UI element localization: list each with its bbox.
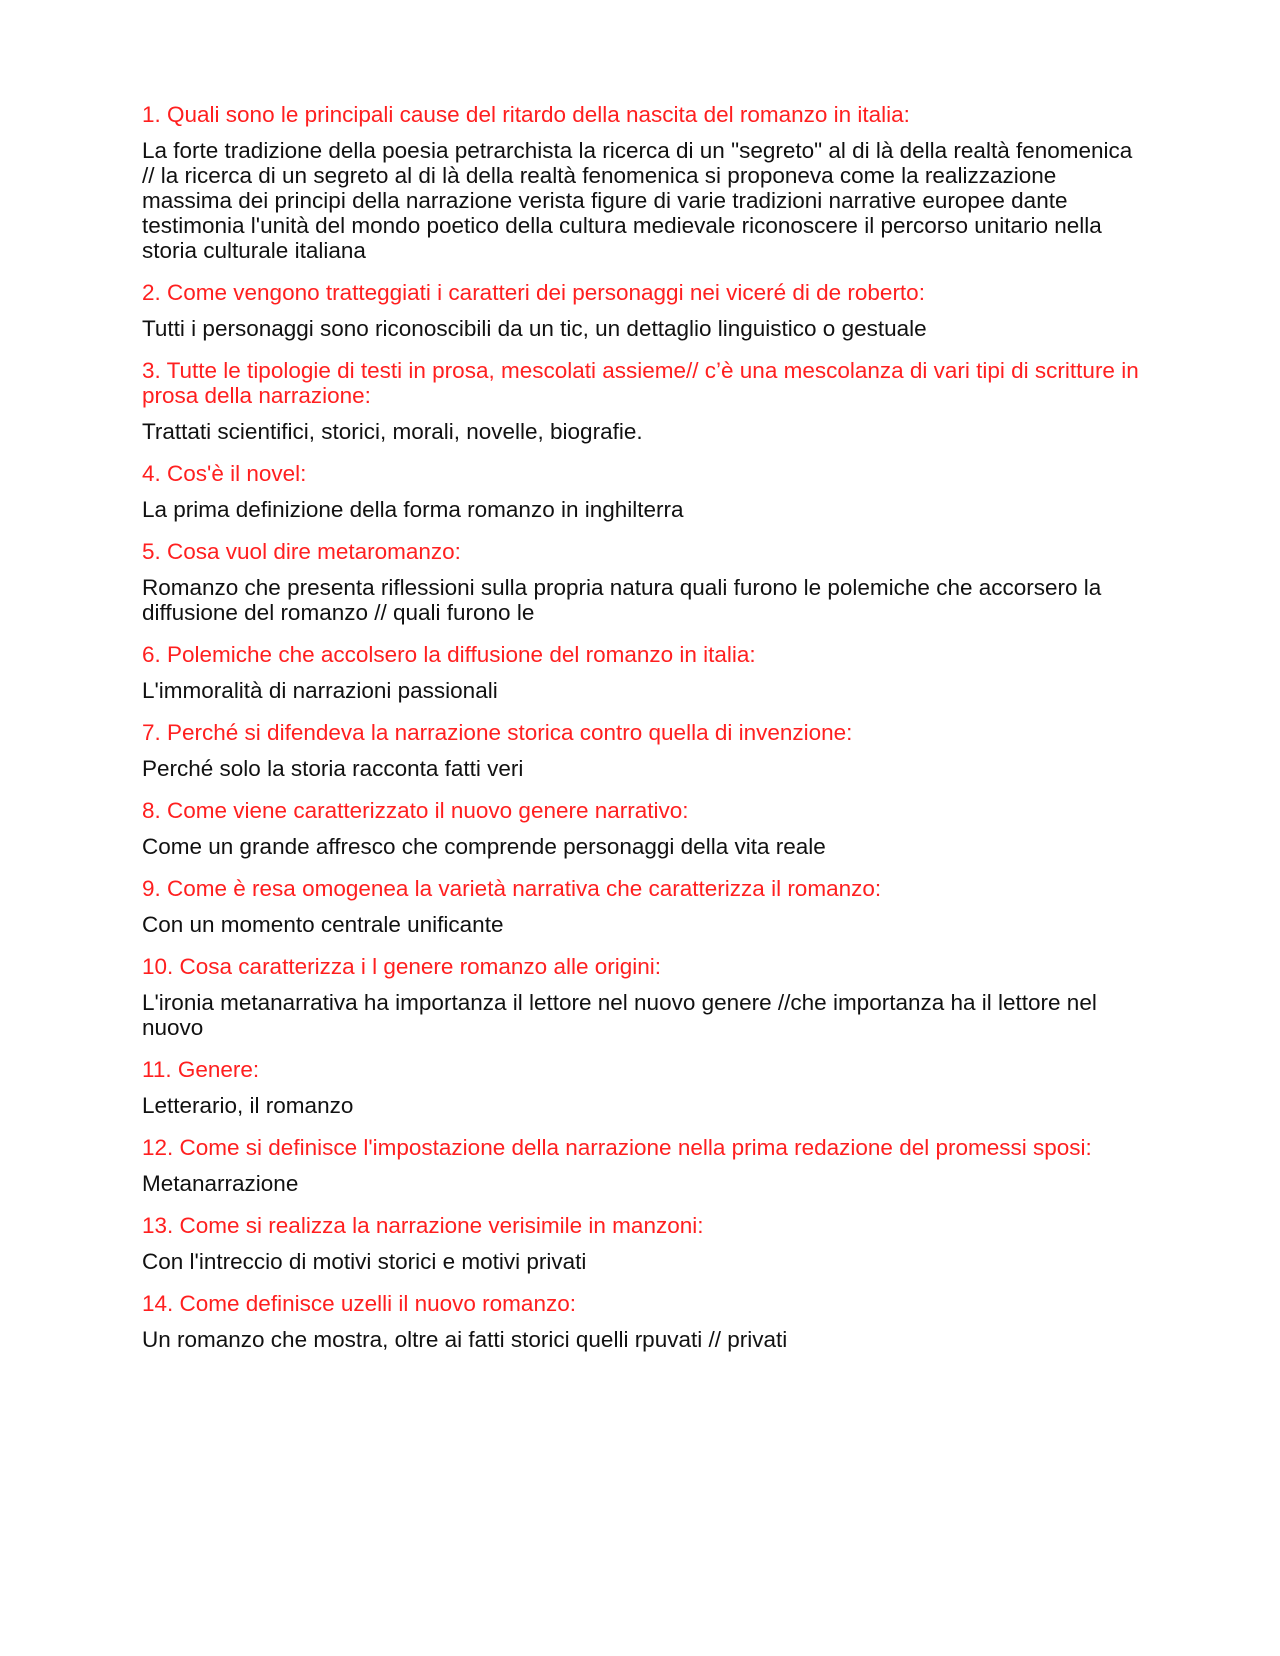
qa-item-7 [142,720,1142,781]
qa-item-9 [142,876,1142,937]
answer-8: Come un grande affresco che comprende personaggi della vita reale [142,834,826,859]
qa-item-2 [142,280,1142,341]
question-5: 5. Cosa vuol dire metaromanzo: [142,539,461,564]
answer-4: La prima definizione della forma romanzo in inghilterra [142,497,684,522]
qa-item-11 [142,1057,1142,1118]
question-11: 11. Genere: [142,1057,260,1082]
answer-1: La forte tradizione della poesia petrarchista la ricerca di un "segreto" al di là della realtà fenomenica // la ricerca di un segreto al di là della realtà fenomenica si proponeva come la realizzazione massima dei principi della narrazione verista figure di varie tradizioni narrative europee dante testimonia l'unità del mondo poetico della cultura medievale riconoscere il percorso unitario nella storia culturale italiana [142,138,1133,263]
answer-12: Metanarrazione [142,1171,299,1196]
qa-item-10 [142,954,1142,1040]
document-page [142,102,1142,1369]
qa-item-8 [142,798,1142,859]
question-13: 13. Come si realizza la narrazione verisimile in manzoni: [142,1213,704,1238]
question-14: 14. Come definisce uzelli il nuovo romanzo: [142,1291,576,1316]
answer-7: Perché solo la storia racconta fatti veri [142,756,524,781]
answer-5: Romanzo che presenta riflessioni sulla propria natura quali furono le polemiche che accorsero la diffusione del romanzo // quali furono le [142,575,1102,625]
question-6: 6. Polemiche che accolsero la diffusione del romanzo in italia: [142,642,756,667]
qa-item-13 [142,1213,1142,1274]
answer-3: Trattati scientifici, storici, morali, novelle, biografie. [142,419,643,444]
qa-item-12 [142,1135,1142,1196]
question-7: 7. Perché si difendeva la narrazione storica contro quella di invenzione: [142,720,853,745]
question-9: 9. Come è resa omogenea la varietà narrativa che caratterizza il romanzo: [142,876,882,901]
qa-item-3 [142,358,1142,444]
qa-item-1 [142,102,1142,263]
question-10: 10. Cosa caratterizza i l genere romanzo alle origini: [142,954,662,979]
qa-item-5 [142,539,1142,625]
question-12: 12. Come si definisce l'impostazione della narrazione nella prima redazione del promessi sposi: [142,1135,1092,1160]
answer-13: Con l'intreccio di motivi storici e motivi privati [142,1249,587,1274]
qa-item-14 [142,1291,1142,1352]
answer-10: L'ironia metanarrativa ha importanza il lettore nel nuovo genere //che importanza ha il lettore nel nuovo [142,990,1097,1040]
answer-2: Tutti i personaggi sono riconoscibili da un tic, un dettaglio linguistico o gestuale [142,316,927,341]
answer-14: Un romanzo che mostra, oltre ai fatti storici quelli rpuvati // privati [142,1327,788,1352]
question-2: 2. Come vengono tratteggiati i caratteri dei personaggi nei viceré di de roberto: [142,280,925,305]
qa-item-4 [142,461,1142,522]
answer-9: Con un momento centrale unificante [142,912,504,937]
qa-item-6 [142,642,1142,703]
question-3: 3. Tutte le tipologie di testi in prosa, mescolati assieme// c’è una mescolanza di vari tipi di scritture in prosa della narrazione: [142,358,1139,408]
question-8: 8. Come viene caratterizzato il nuovo genere narrativo: [142,798,689,823]
answer-6: L'immoralità di narrazioni passionali [142,678,498,703]
question-1: 1. Quali sono le principali cause del ritardo della nascita del romanzo in italia: [142,102,910,127]
answer-11: Letterario, il romanzo [142,1093,354,1118]
question-4: 4. Cos'è il novel: [142,461,307,486]
